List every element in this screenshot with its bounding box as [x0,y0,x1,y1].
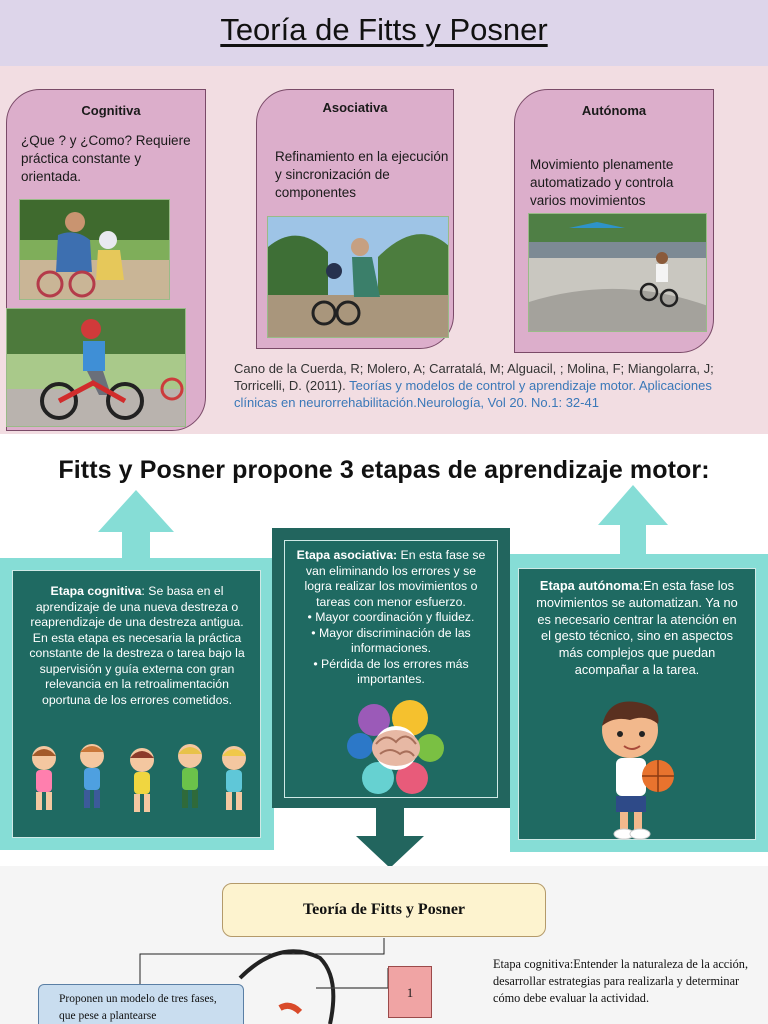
citation-authors: Cano de la Cuerda, R; Molero, A; Carratalá, M; Alguacil, ; Molina, F; Miangolarra, J; Torricelli, D. (2011). [234,361,714,393]
photo-mother-child-bike [19,199,170,300]
bottom-left-scroll [38,984,244,1024]
stage-cognitiva-label: Etapa cognitiva [50,584,142,598]
photo-skatepark-bmx [528,213,707,332]
bottom-title-scroll [222,883,546,937]
citation [234,360,754,411]
stage-asociativa-text [292,548,490,688]
bottom-title: Teoría de Fitts y Posner [302,901,466,918]
stage-asociativa-body: En esta fase se van eliminando los errores y se logra realizar los movimientos o tareas con menor esfuerzo. [304,548,486,609]
bottom-right-text: Etapa cognitiva:Entender la naturaleza de la acción, desarrollar estrategias para realizarla y determinar cómo debe evaluar la actividad. [493,957,749,1006]
stage-asociativa-label: Etapa asociativa: [296,548,398,562]
step-number-box [388,966,432,1018]
step-number: 1 [406,985,414,1000]
stage-cognitiva-body: : Se basa en el aprendizaje de una nueva destreza o reaprendizaje de una destreza antigua. En esta etapa es necesaria la práctica constante de la destreza o tarea bajo la supervisión y guía externa con gran relevancia en la retroalimentación oportuna de los errores cometidos. [29,584,245,707]
stage-cognitiva-text [22,584,252,708]
header-bar [0,0,768,66]
stage-autonoma-text [536,578,738,679]
card-asociativa-text: Refinamiento en la ejecución y sincronización de componentes [275,149,449,200]
photo-father-child-bike [267,216,449,338]
card-autonoma-title: Autónoma [581,103,647,118]
arrow-down-icon [356,808,424,868]
card-cognitiva-title: Cognitiva [81,103,141,118]
arrow-up-right-icon [598,485,668,557]
card-autonoma-text: Movimiento plenamente automatizado y controla varios movimientos [530,157,674,208]
stage-asociativa-bullet: • Pérdida de los errores más importantes. [313,656,469,686]
stage-autonoma-label: Etapa autónoma [539,578,640,593]
citation-link[interactable]: Teorías y modelos de control y aprendizaje motor. Aplicaciones clínicas en neurorrehabilitación.Neurología, Vol 20. No.1: 32-41 [234,378,712,410]
bottom-left-text: Proponen un modelo de tres fases, que pese a plantearse [59,993,217,1022]
card-asociativa-title: Asociativa [322,100,388,115]
arrow-up-left-icon [98,490,174,562]
boy-basketball-illustration [590,696,682,840]
photo-child-red-bike [6,308,186,427]
brain-icon [346,700,446,796]
stage-autonoma-body: :En esta fase los movimientos se automatizan. Ya no es necesario centrar la atención en el gesto técnico, sino en aspectos más complejos que puedan acompañar a la tarea. [536,578,738,677]
card-cognitiva-text: ¿Que ? y ¿Como? Requiere práctica constante y orientada. [21,133,191,184]
section-title: Fitts y Posner propone 3 etapas de aprendizaje motor: [58,456,710,484]
stage-asociativa-bullet: • Mayor discriminación de las informaciones. [311,625,471,655]
children-illustration [18,738,256,826]
stage-asociativa-bullet: • Mayor coordinación y fluidez. [307,610,475,624]
page-title: Teoría de Fitts y Posner [220,12,548,47]
